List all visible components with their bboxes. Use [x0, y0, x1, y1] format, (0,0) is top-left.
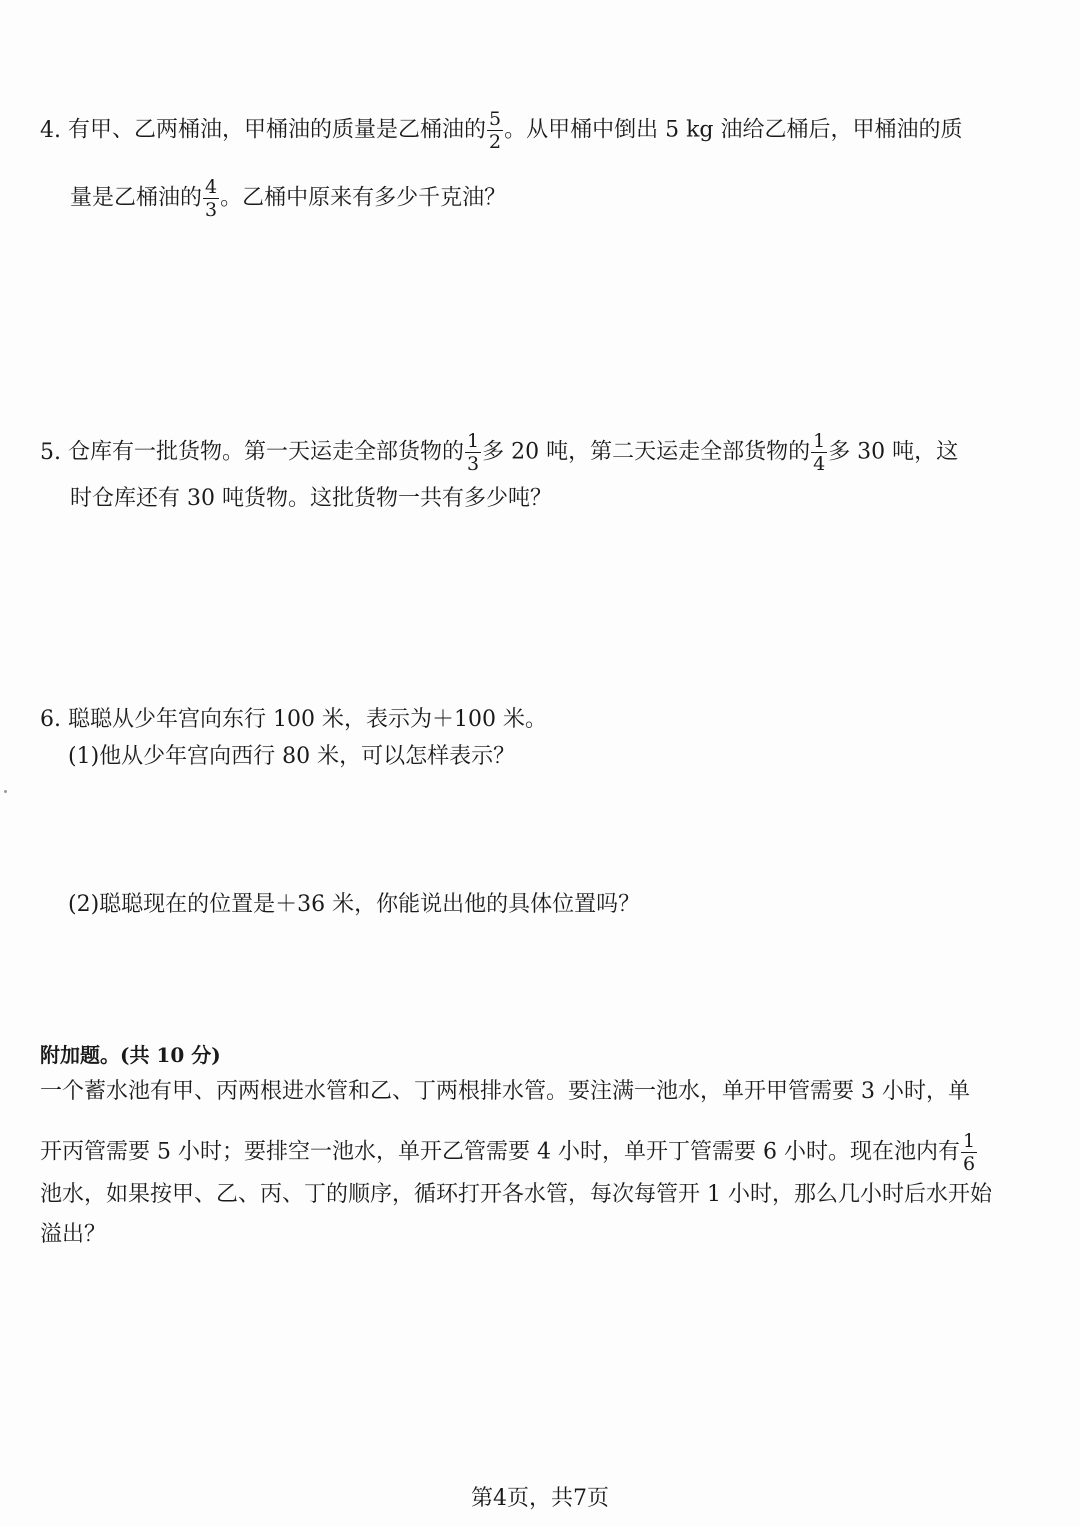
question-6-number: 6.: [40, 707, 61, 732]
question-4-text-c: 量是乙桶油的: [70, 185, 203, 211]
question-4-line-2: [70, 176, 506, 221]
page-number-label: 第4页，共7页: [471, 1486, 609, 1511]
bonus-fraction-1-6: $\frac{1}{6}$: [962, 1130, 976, 1175]
bonus-line-2: [40, 1130, 978, 1175]
question-5-line-2: [70, 484, 552, 514]
bonus-text-4: 溢出？: [40, 1222, 107, 1247]
question-5-number: 5.: [40, 439, 61, 465]
question-4-fraction-4-3: $\frac{4}{3}$: [205, 176, 218, 221]
bonus-line-4: [40, 1220, 106, 1250]
bonus-line-3: [40, 1180, 992, 1210]
question-6-subquestion-2: [68, 890, 640, 920]
question-6-line-1: [40, 705, 547, 735]
question-6-subquestion-1: [68, 742, 515, 772]
question-4-text-b: 。从甲桶中倒出 5 kg 油给乙桶后，甲桶油的质: [504, 117, 963, 143]
question-5-line-1: [40, 430, 958, 475]
bonus-title: [40, 1040, 221, 1070]
bonus-text-1: 一个蓄水池有甲、丙两根进水管和乙、丁两根排水管。要注满一池水，单开甲管需要 3 小时，单: [40, 1079, 970, 1104]
question-6-sub-2-text: (2)聪聪现在的位置是＋36 米，你能说出他的具体位置吗？: [68, 892, 641, 917]
question-4-fraction-5-2: $\frac{5}{2}$: [489, 108, 502, 153]
question-6-text: 聪聪从少年宫向东行 100 米，表示为＋100 米。: [68, 707, 547, 732]
bonus-title-text: 附加题。(共 10 分): [40, 1043, 221, 1067]
bonus-line-1: [40, 1077, 970, 1107]
bonus-text-3: 池水，如果按甲、乙、丙、丁的顺序，循环打开各水管，每次每管开 1 小时，那么几小时后水开始: [40, 1182, 992, 1207]
question-4-text-a: 有甲、乙两桶油，甲桶油的质量是乙桶油的: [68, 117, 487, 143]
question-4-number: 4.: [40, 117, 61, 143]
question-4-text-d: 。乙桶中原来有多少千克油？: [220, 185, 507, 211]
page-footer: [0, 1484, 1080, 1514]
question-4-line-1: [40, 108, 963, 153]
question-5-fraction-1-4: $\frac{1}{4}$: [813, 430, 826, 475]
question-5-fraction-1-3: $\frac{1}{3}$: [467, 430, 480, 475]
scan-speck: [4, 790, 7, 793]
question-5-text-b: 多 20 吨，第二天运走全部货物的: [482, 439, 811, 465]
question-5-text-c: 多 30 吨，这: [828, 439, 959, 465]
question-6-sub-1-text: (1)他从少年宫向西行 80 米，可以怎样表示？: [68, 744, 516, 769]
bonus-text-2: 开丙管需要 5 小时；要排空一池水，单开乙管需要 4 小时，单开丁管需要 6 小时。现在池内有: [40, 1139, 960, 1165]
question-5-text-d: 时仓库还有 30 吨货物。这批货物一共有多少吨？: [70, 486, 552, 511]
question-5-text-a: 仓库有一批货物。第一天运走全部货物的: [68, 439, 465, 465]
